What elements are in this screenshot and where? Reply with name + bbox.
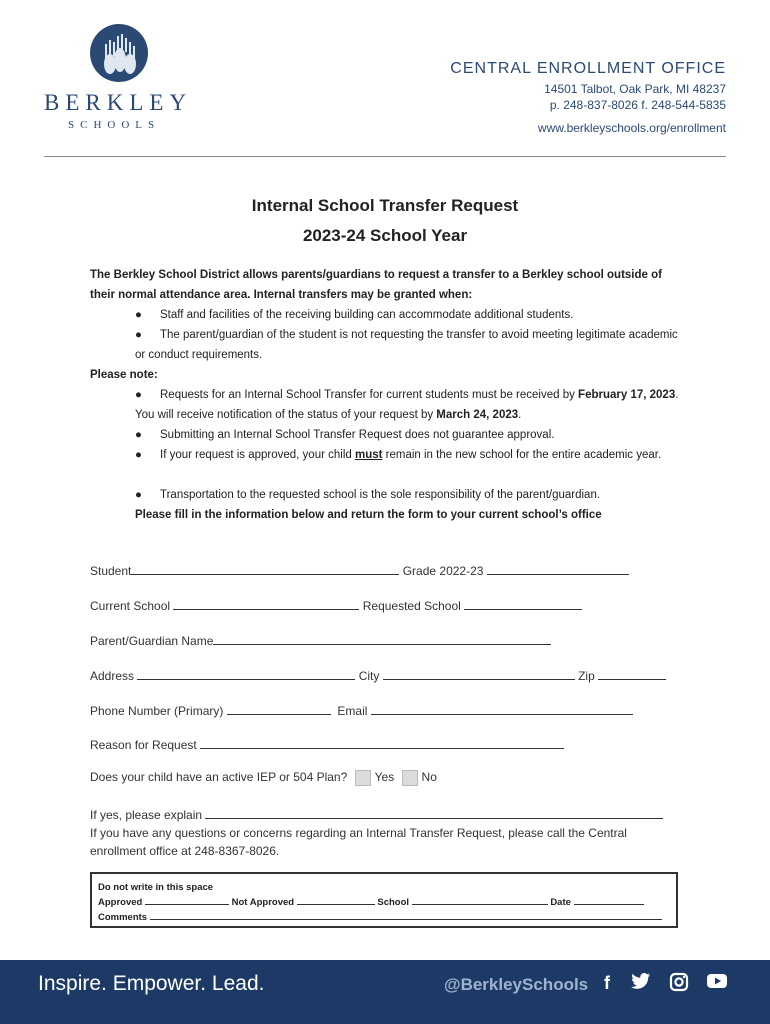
form-instruction: Please fill in the information below and return the form to your current school’s office — [135, 509, 602, 521]
student-row — [90, 562, 629, 578]
iep-row — [90, 770, 437, 786]
reason-field[interactable] — [200, 736, 564, 749]
parent-row — [90, 632, 551, 648]
school-row — [90, 597, 582, 613]
explain-row — [90, 806, 663, 822]
address-label: Address — [90, 669, 135, 683]
date-field[interactable] — [574, 895, 644, 905]
footer-slogan: Inspire. Empower. Lead. — [38, 972, 265, 995]
youtube-icon[interactable] — [706, 972, 728, 994]
note-item: ● Submitting an Internal School Transfer Request does not guarantee approval. — [135, 425, 680, 445]
twitter-icon[interactable] — [630, 972, 652, 994]
iep-question: Does your child have an active IEP or 504 Plan? — [90, 770, 348, 785]
contact-note: If you have any questions or concerns regarding an Internal Transfer Request, please call the Central enrollment office at 248-8367-8026. — [90, 826, 627, 858]
bullet-icon: ● — [135, 489, 142, 501]
grade-field[interactable] — [487, 562, 629, 575]
phone-label: Phone Number (Primary) — [90, 704, 224, 718]
comments-label: Comments — [98, 912, 148, 923]
office-use-comments-row — [98, 910, 670, 925]
zip-label: Zip — [578, 669, 595, 683]
office-use-heading: Do not write in this space — [98, 882, 214, 893]
approved-field[interactable] — [145, 895, 229, 905]
logo-wordmark: BERKLEY — [44, 90, 193, 115]
note-item: ● If your request is approved, your child must remain in the new school for the entire academic year. — [135, 445, 680, 465]
bullet-icon: ● — [135, 309, 142, 321]
office-website[interactable]: www.berkleyschools.org/enrollment — [537, 121, 726, 135]
note-item: ● Requests for an Internal School Transfer for current students must be received by February 17, 2023. You will receive notification of the status of your request by March 24, 2023. — [135, 385, 680, 425]
header-divider — [44, 156, 726, 157]
no-checkbox[interactable] — [402, 770, 418, 786]
email-field[interactable] — [371, 702, 633, 715]
email-label: Email — [337, 704, 368, 718]
city-label: City — [358, 669, 380, 683]
office-use-status-row — [98, 895, 670, 910]
not-approved-label: Not Approved — [231, 897, 295, 908]
explain-field[interactable] — [205, 806, 663, 819]
instagram-icon[interactable] — [668, 972, 690, 994]
phone-field[interactable] — [227, 702, 331, 715]
social-handle[interactable]: @BerkleySchools — [444, 975, 589, 994]
office-use-box — [90, 872, 678, 928]
hands-logo-icon — [90, 24, 148, 82]
date-label: Date — [550, 897, 571, 908]
school-field[interactable] — [412, 895, 548, 905]
condition-item: ● Staff and facilities of the receiving building can accommodate additional students. — [135, 305, 680, 325]
yes-label: Yes — [374, 770, 395, 785]
approved-label: Approved — [98, 897, 143, 908]
reason-row — [90, 736, 564, 752]
note-heading: Please note: — [90, 369, 158, 381]
parent-name-label: Parent/Guardian Name — [90, 634, 214, 648]
document-subtitle: 2023-24 School Year — [302, 226, 468, 245]
bullet-icon: ● — [135, 429, 142, 441]
address-row — [90, 667, 666, 683]
student-label: Student — [90, 564, 132, 578]
requested-school-field[interactable] — [464, 597, 582, 610]
bullet-icon: ● — [135, 389, 142, 401]
current-school-field[interactable] — [173, 597, 359, 610]
explain-label: If yes, please explain — [90, 808, 203, 822]
grade-label: Grade 2022-23 — [402, 564, 484, 578]
city-field[interactable] — [383, 667, 575, 680]
current-school-label: Current School — [90, 599, 171, 613]
office-title: CENTRAL ENROLLMENT OFFICE — [450, 60, 726, 77]
logo-subtitle: SCHOOLS — [68, 119, 161, 131]
requested-school-label: Requested School — [362, 599, 461, 613]
no-label: No — [421, 770, 437, 785]
intro-paragraph: The Berkley School District allows parents/guardians to request a transfer to a Berkley school outside of their normal attendance area. Internal transfers may be granted when: — [90, 269, 662, 301]
document-title: Internal School Transfer Request — [251, 196, 519, 215]
student-field[interactable] — [131, 562, 399, 575]
note-item: ● Transportation to the requested school is the sole responsibility of the parent/guardian. — [135, 485, 680, 505]
contact-row — [90, 702, 633, 718]
reason-label: Reason for Request — [90, 738, 197, 752]
condition-item: ● The parent/guardian of the student is not requesting the transfer to avoid meeting legitimate academic or conduct requirements. — [135, 325, 680, 365]
bullet-icon: ● — [135, 329, 142, 341]
zip-field[interactable] — [598, 667, 666, 680]
comments-field[interactable] — [150, 910, 662, 920]
office-address: 14501 Talbot, Oak Park, MI 48237 — [544, 82, 726, 96]
office-phone: p. 248-837-8026 f. 248-544-5835 — [549, 98, 726, 112]
school-label: School — [377, 897, 410, 908]
address-field[interactable] — [137, 667, 355, 680]
bullet-icon: ● — [135, 449, 142, 461]
logo-emblem — [90, 24, 148, 82]
not-approved-field[interactable] — [297, 895, 375, 905]
facebook-icon[interactable]: f — [604, 973, 610, 993]
parent-name-field[interactable] — [213, 632, 551, 645]
yes-checkbox[interactable] — [355, 770, 371, 786]
